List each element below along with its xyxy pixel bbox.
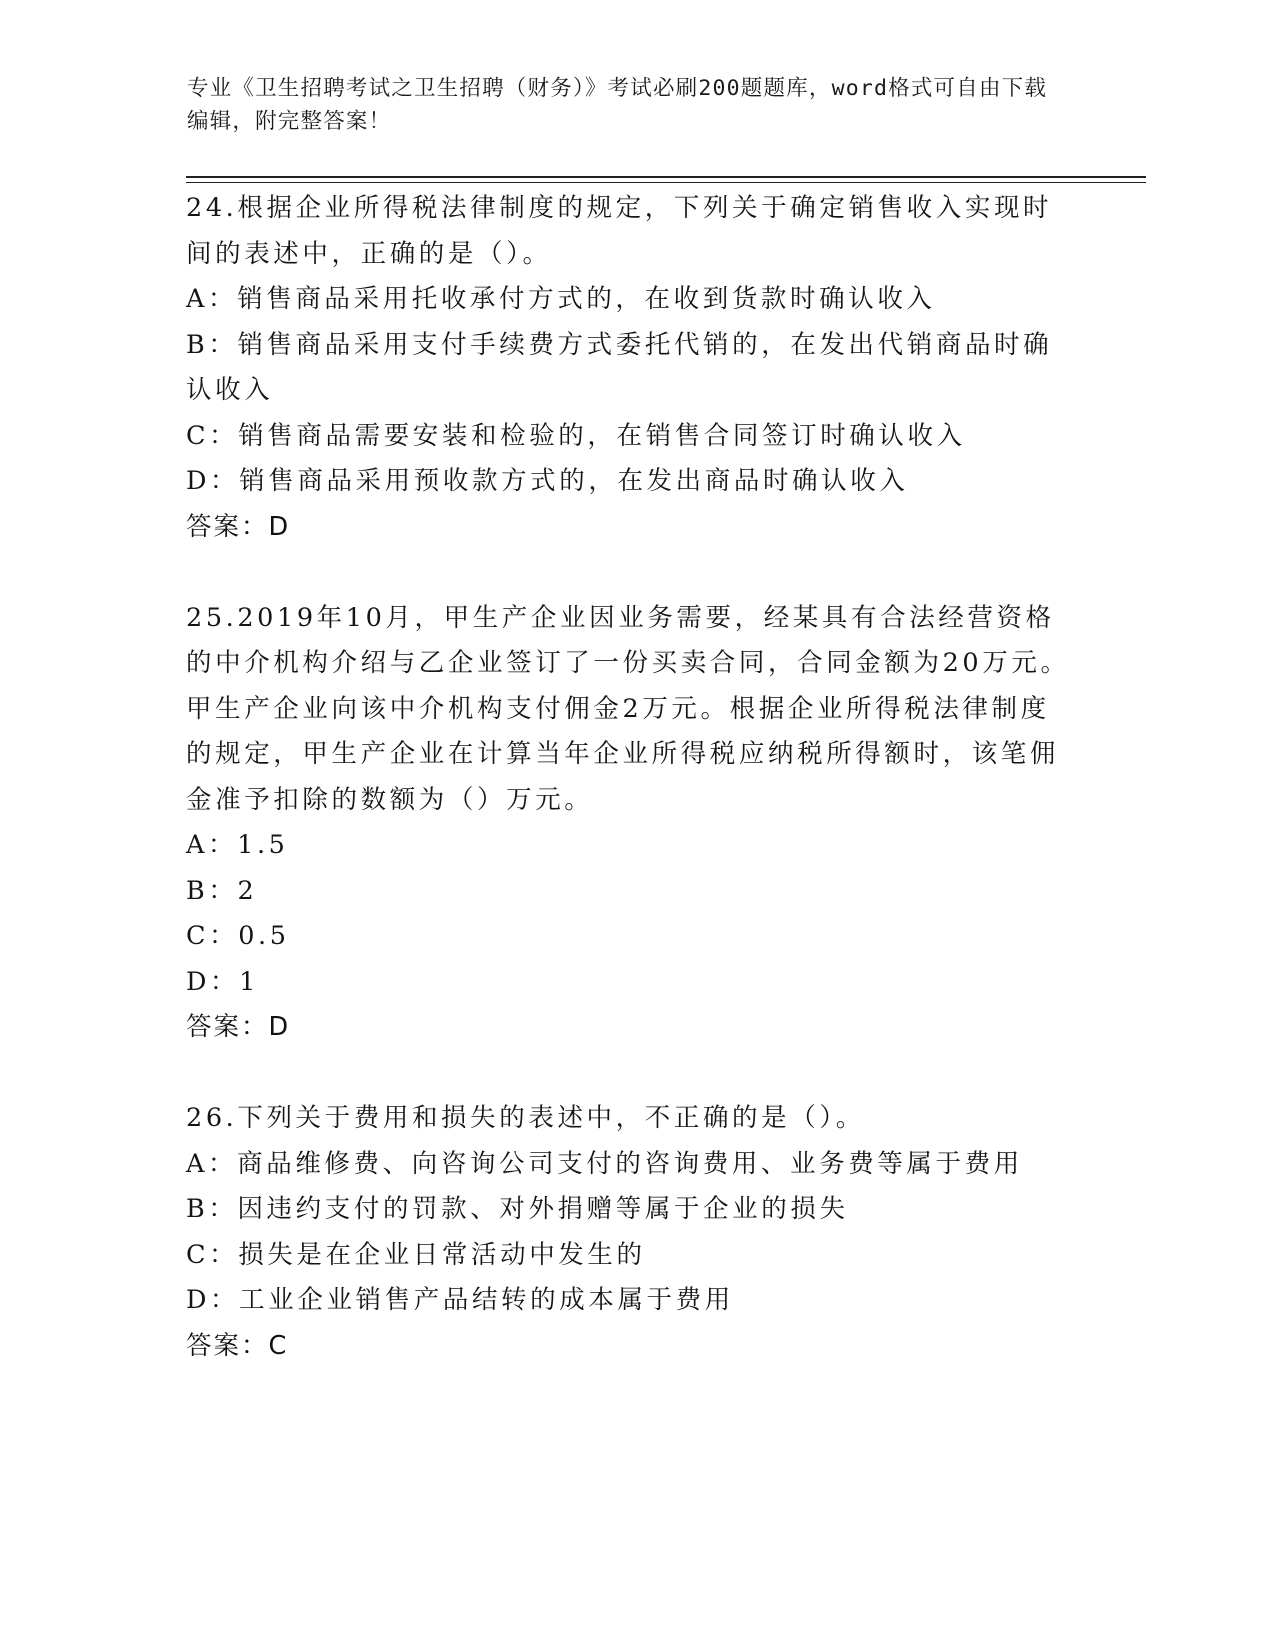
option-b: B：2 bbox=[186, 875, 258, 906]
option-c: C：损失是在企业日常活动中发生的 bbox=[186, 1239, 646, 1270]
option-a: A：销售商品采用托收承付方式的，在收到货款时确认收入 bbox=[186, 284, 936, 314]
spacer bbox=[186, 550, 1076, 596]
question-stem: 25.2019年10月，甲生产企业因业务需要，经某具有合法经营资格的中介机构介绍与乙企业签订了一份买卖合同，合同金额为20万元。甲生产企业向该中介机构支付佣金2万元。根据企业所得税法律制度的规定，甲生产企业在计算当年企业所得税应纳税所得额时，该笔佣金准予扣除的数额为（）万元。 bbox=[186, 602, 1070, 815]
answer: 答案：C bbox=[186, 1330, 289, 1361]
header-divider-thick bbox=[186, 176, 1146, 178]
option-c: C：0.5 bbox=[186, 921, 290, 951]
spacer bbox=[186, 1051, 1076, 1097]
answer: 答案：D bbox=[186, 511, 291, 542]
option-a: A：商品维修费、向咨询公司支付的咨询费用、业务费等属于费用 bbox=[186, 1148, 1023, 1179]
header-note: 专业《卫生招聘考试之卫生招聘（财务）》考试必刷200题题库，word格式可自由下载编辑，附完整答案！ bbox=[187, 76, 1048, 134]
question-stem: 24.根据企业所得税法律制度的规定，下列关于确定销售收入实现时间的表述中，正确的是（）。 bbox=[186, 193, 1053, 269]
question-list bbox=[186, 186, 1076, 1369]
option-d: D：1 bbox=[186, 966, 259, 997]
option-a: A：1.5 bbox=[186, 830, 289, 860]
question-26 bbox=[186, 1096, 1076, 1369]
question-stem: 26.下列关于费用和损失的表述中，不正确的是（）。 bbox=[186, 1103, 865, 1133]
option-d: D：销售商品采用预收款方式的，在发出商品时确认收入 bbox=[186, 466, 909, 496]
question-25 bbox=[186, 596, 1076, 1051]
option-b: B：因违约支付的罚款、对外捐赠等属于企业的损失 bbox=[186, 1194, 849, 1224]
option-b: B：销售商品采用支付手续费方式委托代销的，在发出代销商品时确认收入 bbox=[186, 329, 1053, 405]
option-d: D：工业企业销售产品结转的成本属于费用 bbox=[186, 1285, 734, 1315]
option-c: C：销售商品需要安装和检验的，在销售合同签订时确认收入 bbox=[186, 420, 966, 451]
question-24 bbox=[186, 186, 1076, 550]
answer: 答案：D bbox=[186, 1012, 291, 1042]
header-divider-thin bbox=[186, 182, 1146, 183]
